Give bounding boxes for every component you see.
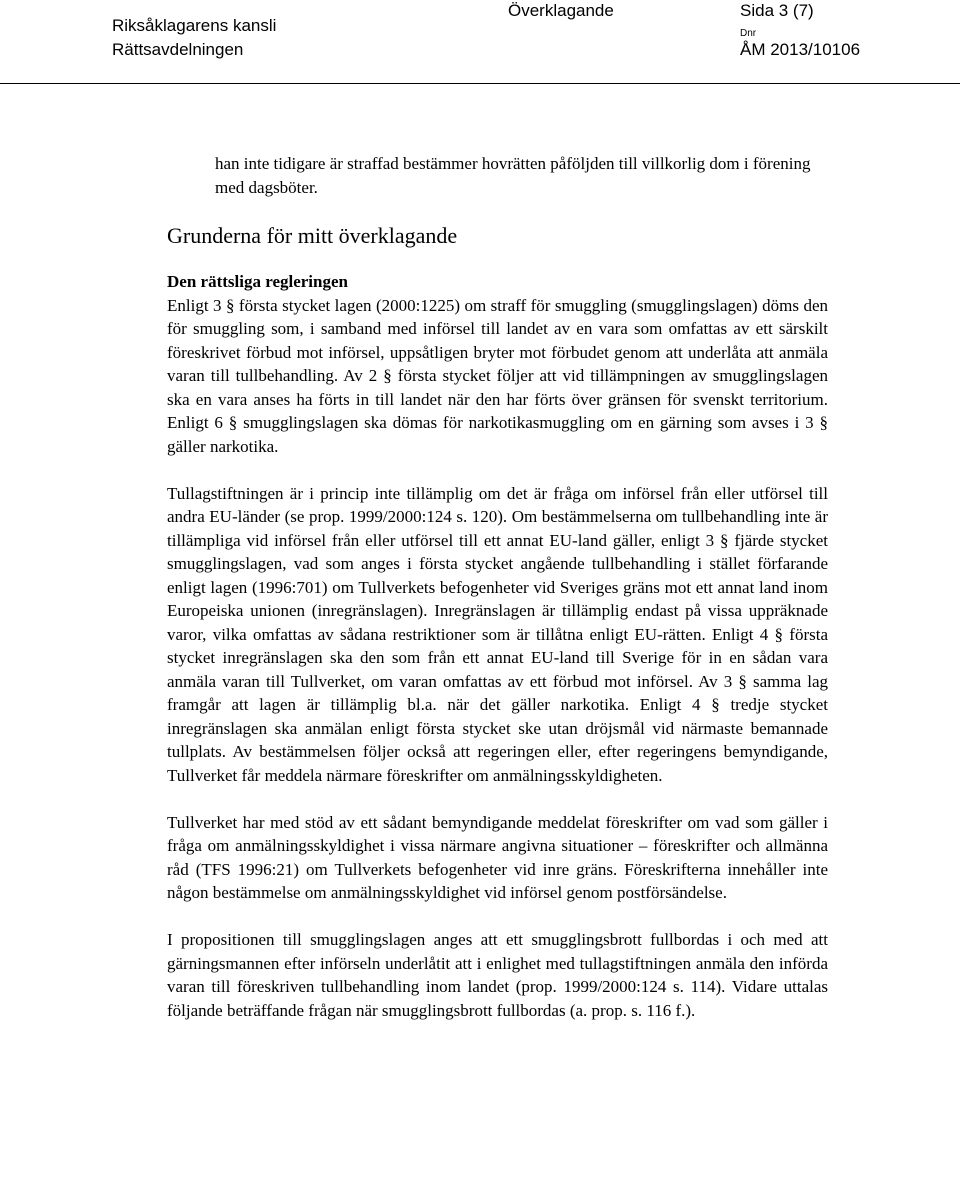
intro-paragraph: han inte tidigare är straffad bestämmer hovrätten påföljden till villkorlig dom i förening med dagsböter. [215,154,811,197]
header-divider [0,83,960,84]
body-paragraph: I propositionen till smugglingslagen anges att ett smugglingsbrott fullbordas i och med att gärningsmannen efter införseln underlåtit att i enlighet med tullagstiftningen anmäla den införda varan till föreskriven tullbehandling inom landet (prop. 1999/2000:124 s. 114). Vidare uttalas följande beträffande frågan när smugglingsbrott fullbordas (a. prop. s. 116 f.). [167,930,828,1020]
subsection-heading: Den rättsliga regleringen [167,272,348,291]
header-department: Rättsavdelningen [112,40,244,59]
document-body [167,152,828,1046]
header-organization: Riksåklagarens kansli [112,16,277,35]
header-document-type: Överklagande [508,1,614,20]
section-heading: Grunderna för mitt överklagande [167,223,458,248]
page-header [0,0,960,95]
header-dnr-label: Dnr [740,28,757,39]
body-paragraph: Enligt 3 § första stycket lagen (2000:1225) om straff för smuggling (smugglingslagen) döms den för smuggling som, i samband med införsel till landet av en vara som omfattas av ett särskilt föreskrivet förbud mot införsel, uppsåtligen bryter mot förbudet genom att underlåta att anmäla varan till tullbehandling. Av 2 § första stycket följer att vid tillämpningen av smugglingslagen ska en vara anses ha förts in till landet när den har förts över gränsen för svenskt territorium. Enligt 6 § smugglingslagen ska dömas för narkotikasmuggling om en gärning som avses i 3 § gäller narkotika. [167,295,828,456]
body-paragraph: Tullverket har med stöd av ett sådant bemyndigande meddelat föreskrifter om vad som gäller i fråga om anmälningsskyldighet i vissa närmare angivna situationer – föreskrifter och allmänna råd (TFS 1996:21) om Tullverkets befogenheter vid inre gräns. Föreskrifterna innehåller inte någon bestämmelse om anmälningsskyldighet vid införsel genom postförsändelse. [167,812,828,902]
header-case-number: ÅM 2013/10106 [740,40,861,59]
body-paragraph: Tullagstiftningen är i princip inte tillämplig om det är fråga om införsel från eller utförsel till andra EU-länder (se prop. 1999/2000:124 s. 120). Om bestämmelserna om tullbehandling inte är tillämpliga vid införsel från eller utförsel till ett annat EU-land gäller, enligt 3 § fjärde stycket smugglingslagen, vad som anges i första stycket angående tullbehandling i stället förfarande enligt lagen (1996:701) om Tullverkets befogenheter vid Sveriges gräns mot ett annat land inom Europeiska unionen (inregränslagen). Inregränslagen är tillämplig endast på vissa uppräknade varor, vilka omfattas av sådana restriktioner som är tillåtna enligt EU-rätten. Enligt 4 § första stycket inregränslagen ska den som från ett annat EU-land till Sverige för in en sådan vara anmäla varan till Tullverket, om varan omfattas av ett förbud mot införsel. Av 3 § samma lag framgår att lagen är tillämplig bl.a. när det gäller narkotika. Enligt 4 § tredje stycket inregränslagen ska anmälan enligt första stycket ske utan dröjsmål vid närmaste bemannade tullplats. Av bestämmelsen följer också att regeringen eller, efter regeringens bemyndigande, Tullverket får meddela närmare föreskrifter om anmälningsskyldigheten. [167,483,828,785]
header-page-number: Sida 3 (7) [740,1,814,20]
